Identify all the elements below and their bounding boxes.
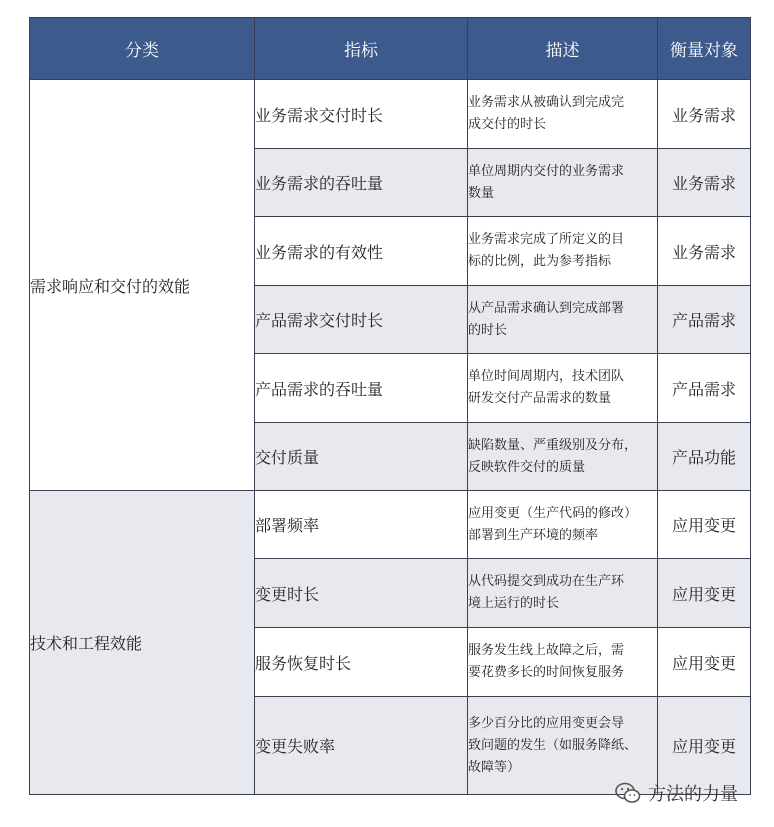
description-line: 数量 bbox=[468, 185, 495, 201]
description-line: 单位时间周期内，技术团队 bbox=[468, 369, 625, 384]
description-line: 反映软件交付的质量 bbox=[468, 459, 586, 475]
description-cell bbox=[468, 217, 658, 286]
indicator-cell: 产品需求交付时长 bbox=[255, 286, 468, 354]
header-description: 描述 bbox=[468, 18, 658, 80]
indicator-cell: 业务需求的有效性 bbox=[255, 217, 468, 286]
metrics-table bbox=[29, 17, 751, 795]
object-cell: 应用变更 bbox=[658, 628, 751, 697]
description-line: 的时长 bbox=[468, 322, 508, 338]
description-line: 从代码提交到成功在生产环 bbox=[468, 574, 625, 589]
object-cell: 应用变更 bbox=[658, 559, 751, 628]
object-cell: 业务需求 bbox=[658, 80, 751, 149]
description-line: 要花费多长的时间恢复服务 bbox=[468, 665, 625, 680]
object-cell: 应用变更 bbox=[658, 491, 751, 559]
description-line: 成交付的时长 bbox=[468, 117, 547, 132]
watermark-text: 方法的力量 bbox=[648, 784, 738, 805]
header-indicator: 指标 bbox=[255, 18, 468, 80]
object-cell: 产品需求 bbox=[658, 354, 751, 423]
description-cell bbox=[468, 286, 658, 354]
description-line: 服务发生线上故障之后，需 bbox=[468, 643, 625, 658]
description-cell bbox=[468, 423, 658, 491]
description-cell bbox=[468, 559, 658, 628]
description-line: 标的比例，此为参考指标 bbox=[468, 254, 612, 269]
description-line: 从产品需求确认到完成部署 bbox=[468, 300, 625, 316]
description-line: 部署到生产环境的频率 bbox=[468, 527, 599, 543]
header-category: 分类 bbox=[30, 18, 255, 80]
wechat-icon bbox=[614, 781, 642, 805]
object-cell: 业务需求 bbox=[658, 217, 751, 286]
description-line: 多少百分比的应用变更会导 bbox=[468, 715, 625, 731]
header-object: 衡量对象 bbox=[658, 18, 751, 80]
indicator-cell: 业务需求的吞吐量 bbox=[255, 149, 468, 217]
indicator-cell: 服务恢复时长 bbox=[255, 628, 468, 697]
description-line: 致问题的发生（如服务降纸、 bbox=[468, 737, 638, 753]
description-cell bbox=[468, 80, 658, 149]
description-line: 单位周期内交付的业务需求 bbox=[468, 163, 625, 179]
description-line: 故障等） bbox=[468, 759, 521, 775]
description-line: 业务需求完成了所定义的目 bbox=[468, 232, 625, 247]
object-cell: 业务需求 bbox=[658, 149, 751, 217]
description-cell bbox=[468, 628, 658, 697]
header-row bbox=[30, 18, 751, 80]
description-line: 业务需求从被确认到完成完 bbox=[468, 95, 625, 110]
indicator-cell: 交付质量 bbox=[255, 423, 468, 491]
category-cell: 技术和工程效能 bbox=[30, 491, 255, 795]
object-cell: 产品需求 bbox=[658, 286, 751, 354]
description-cell bbox=[468, 149, 658, 217]
indicator-cell: 变更失败率 bbox=[255, 697, 468, 795]
description-cell bbox=[468, 491, 658, 559]
object-cell: 应用变更 bbox=[658, 697, 751, 795]
description-line: 应用变更（生产代码的修改） bbox=[468, 505, 638, 521]
table-row bbox=[30, 80, 751, 149]
description-line: 缺陷数量、严重级别及分布， bbox=[468, 437, 638, 453]
description-cell bbox=[468, 354, 658, 423]
indicator-cell: 变更时长 bbox=[255, 559, 468, 628]
object-cell: 产品功能 bbox=[658, 423, 751, 491]
description-line: 境上运行的时长 bbox=[468, 596, 560, 611]
indicator-cell: 业务需求交付时长 bbox=[255, 80, 468, 149]
category-cell: 需求响应和交付的效能 bbox=[30, 80, 255, 491]
watermark bbox=[614, 778, 738, 808]
indicator-cell: 产品需求的吞吐量 bbox=[255, 354, 468, 423]
table-row bbox=[30, 491, 751, 559]
description-line: 研发交付产品需求的数量 bbox=[468, 391, 612, 406]
indicator-cell: 部署频率 bbox=[255, 491, 468, 559]
